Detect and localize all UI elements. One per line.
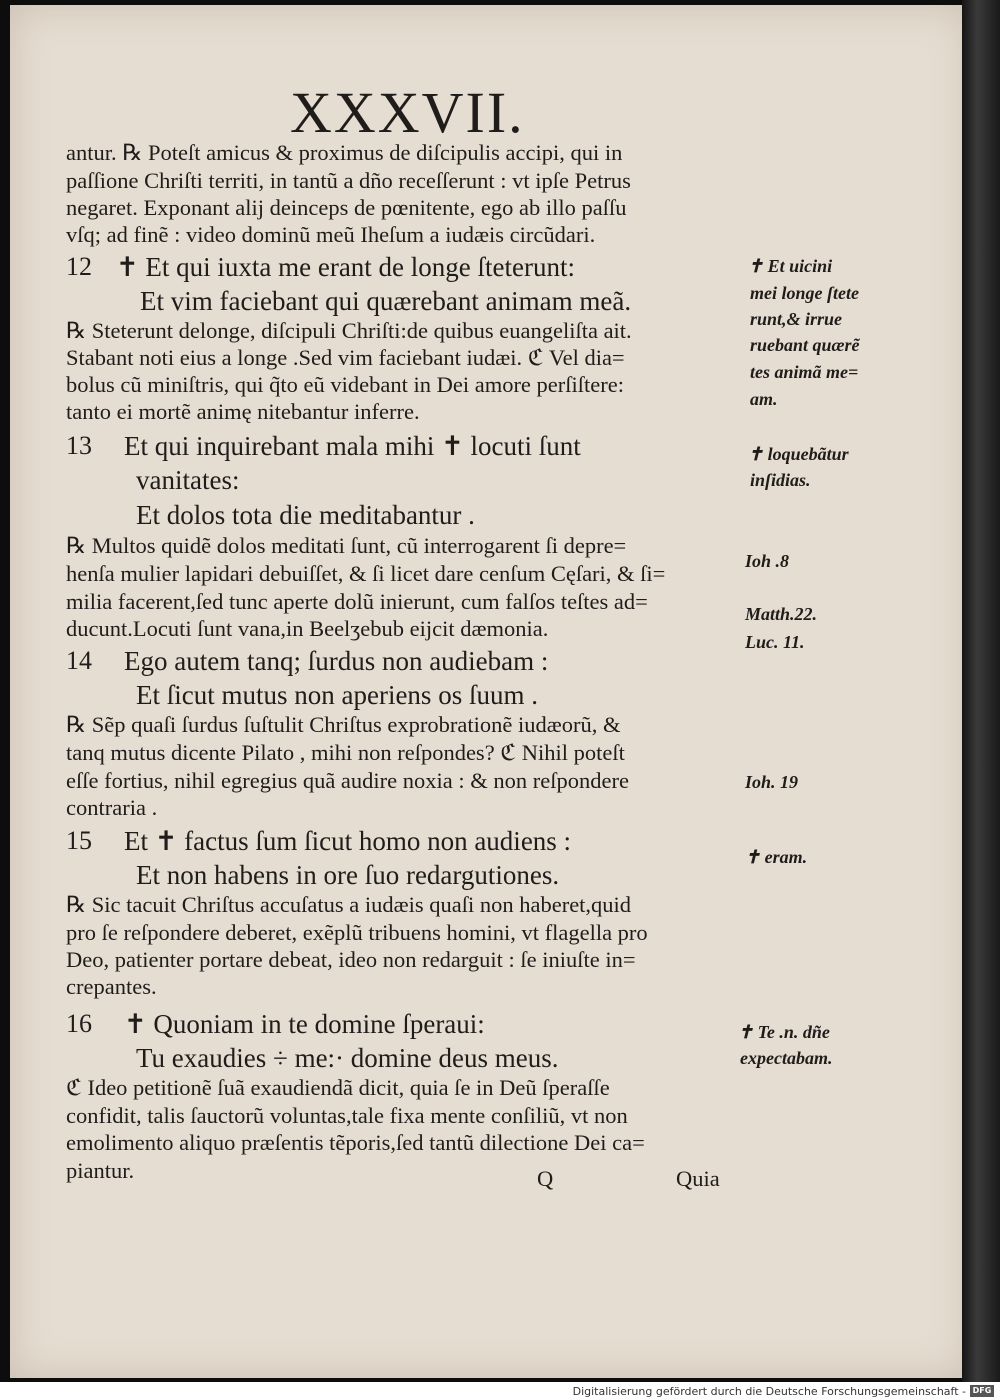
book-page [10,5,970,1378]
commentary-line: confidit, talis ſauctorũ voluntas,tale fixa mente conſiliũ, vt non [66,1103,628,1128]
margin-note: am. [750,389,778,409]
margin-note: ✝ Et uicini [748,256,833,276]
commentary-line: ℞ Steterunt delonge, diſcipuli Chriſti:de quibus euangeliſta ait. [66,318,632,343]
margin-note: ✝ eram. [745,847,808,867]
commentary-line: pro ſe reſpondere deberet, exẽplũ tribuens homini, vt flagella pro [66,920,648,945]
psalm-verse-line: Tu exaudies ÷ me:· domine deus meus. [136,1043,559,1073]
commentary-line: ℞ Sic tacuit Chriſtus accuſatus a iudæis quaſi non haberet,quid [66,892,632,917]
dfg-logo: DFG [970,1385,994,1397]
commentary-line: Stabant noti eius a longe .Sed vim faciebant iudæi. ℭ Vel dia= [66,345,625,370]
folio-header: XXXVII. [290,80,525,145]
psalm-verse-line: Et ✝ factus ſum ſicut homo non audiens : [124,826,572,856]
commentary-line: emolimento aliquo præſentis tẽporis,ſed tantũ dilectione Dei ca= [66,1130,645,1155]
margin-note: tes animã me= [750,362,859,382]
margin-note: Matth.22. [745,604,818,624]
psalm-verse-line: ✝ Quoniam in te domine ſperaui: [124,1009,485,1039]
commentary-line: ducunt.Locuti ſunt vana,in Beelʒebub eijcit dæmonia. [66,616,549,641]
commentary-line: eſſe fortius, nihil egregius quã audire noxia : & non reſpondere [66,768,629,793]
margin-note: Luc. 11. [745,632,805,652]
psalm-verse-line: ✝ Et qui iuxta me erant de longe ſteterunt: [116,252,575,282]
psalm-verse-line: Et non habens in ore ſuo redargutiones. [136,860,560,890]
commentary-line: Quia [676,1166,720,1191]
commentary-line: piantur. [66,1158,135,1183]
commentary-line: paſſione Chriſti territi, in tantũ a dño receſſerunt : vt ipſe Petrus [66,168,631,193]
margin-note: ✝ Te .n. dñe [738,1022,830,1042]
psalm-verse-line: Et qui inquirebant mala mihi ✝ locuti ſunt [124,431,581,461]
commentary-line: antur. ℞ Poteſt amicus & proximus de diſcipulis accipi, qui in [66,140,623,165]
commentary-line: contraria . [66,795,158,820]
commentary-line: henſa mulier lapidari debuiſſet, & ſi licet dare cenſum Cęſari, & ſi= [66,561,666,586]
commentary-line: vſq; ad finẽ : video dominũ meũ Iheſum a iudæis circũdari. [66,222,596,247]
commentary-line: ℞ Sẽp quaſi ſurdus ſuſtulit Chriſtus exprobrationẽ iudæorũ, & [66,712,621,737]
margin-note: Ioh .8 [745,551,790,571]
scan-edge [962,0,1000,1382]
verse-number: 16 [66,1009,92,1038]
psalm-verse-line: Et ſicut mutus non aperiens os ſuum . [136,680,538,710]
commentary-line: Q [537,1166,554,1191]
margin-note: expectabam. [740,1048,833,1068]
commentary-line: Deo, patienter portare debeat, ideo non redarguit : ſe iniuſte in= [66,947,636,972]
margin-note: ✝ loquebãtur [748,444,849,464]
footer-credit: Digitalisierung gefördert durch die Deutsche Forschungsgemeinschaft - [572,1385,966,1398]
commentary-line: milia facerent,ſed tunc aperte dolũ inierunt, cum falſos teſtes ad= [66,589,648,614]
commentary-line: ℞ Multos quidẽ dolos meditati ſunt, cũ interrogarent ſi depre= [66,533,627,558]
commentary-line: negaret. Exponant alij deinceps de pœnitente, ego ab illo paſſu [66,195,627,220]
commentary-line: ℭ Ideo petitionẽ ſuã exaudiendã dicit, quia ſe in Deũ ſperaſſe [66,1075,610,1100]
margin-note: Ioh. 19 [745,772,799,792]
verse-number: 12 [66,252,92,281]
margin-note: ruebant quærẽ [750,335,860,355]
commentary-line: tanto ei mortẽ animę nitebantur inferre. [66,399,420,424]
margin-note: runt,& irrue [750,309,843,329]
verse-number: 14 [66,646,92,675]
commentary-line: crepantes. [66,974,157,999]
psalm-verse-line: Et vim faciebant qui quærebant animam meã. [140,286,632,316]
verse-number: 13 [66,431,92,460]
commentary-line: tanq mutus dicente Pilato , mihi non reſpondes? ℭ Nihil poteſt [66,740,625,765]
margin-note: mei longe ſtete [750,283,859,303]
psalm-verse-line: vanitates: [136,465,240,495]
psalm-verse-line: Et dolos tota die meditabantur . [136,500,475,530]
psalm-verse-line: Ego autem tanq; ſurdus non audiebam : [124,646,549,676]
commentary-line: bolus cũ miniſtris, qui q̃to eũ videbant in Dei amore perſiſtere: [66,372,624,397]
verse-number: 15 [66,826,92,855]
margin-note: inſidias. [750,470,811,490]
footer [0,1382,1000,1400]
